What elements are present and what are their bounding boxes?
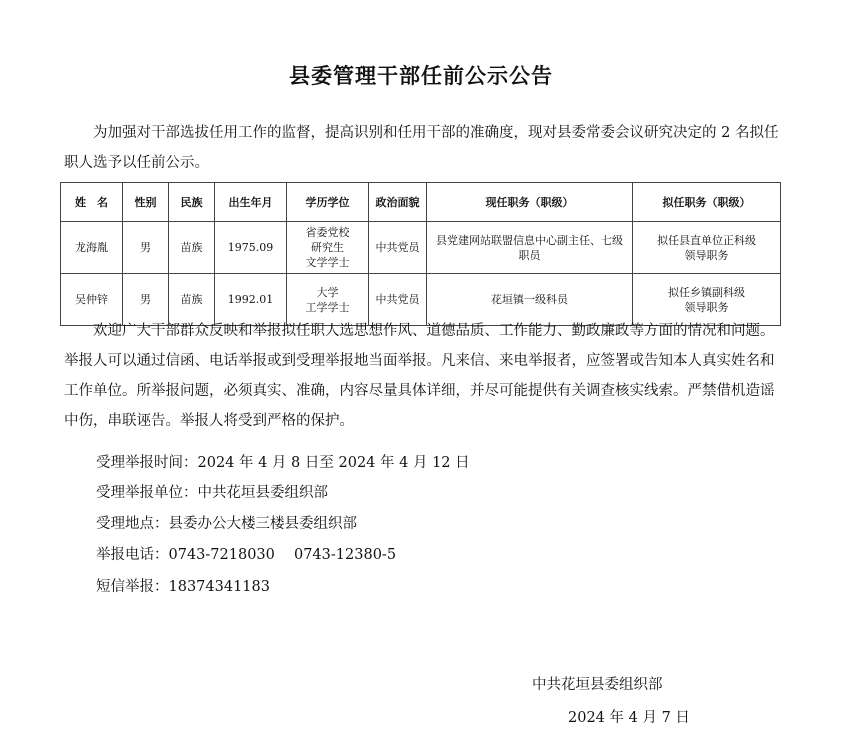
report-place-line: 受理地点：县委办公大楼三楼县委组织部 <box>96 516 357 532</box>
cell-name: 龙海胤 <box>61 222 123 274</box>
proposed-position-line: 拟任县直单位正科级 <box>657 233 756 247</box>
header-birth: 出生年月 <box>215 183 287 222</box>
header-party: 政治面貌 <box>369 183 427 222</box>
education-line: 大学 <box>316 285 339 299</box>
cell-name: 吴仲锌 <box>61 274 123 326</box>
education-line: 工学学士 <box>305 300 350 314</box>
cell-birth: 1975.09 <box>215 222 287 274</box>
cell-education <box>287 222 369 274</box>
issuer-signature: 中共花垣县委组织部 <box>532 677 663 693</box>
header-gender: 性别 <box>123 183 169 222</box>
header-current-position: 现任职务（职级） <box>427 183 633 222</box>
cell-party: 中共党员 <box>369 222 427 274</box>
cell-proposed-position <box>633 222 781 274</box>
proposed-position-line: 领导职务 <box>684 248 729 262</box>
report-time-line: 受理举报时间：2024 年 4 月 8 日至 2024 年 4 月 12 日 <box>96 455 470 471</box>
cell-gender: 男 <box>123 222 169 274</box>
reporting-notice-paragraph: 欢迎广大干部群众反映和举报拟任职人选思想作风、道德品质、工作能力、勤政廉政等方面的情况和问题。举报人可以通过信函、电话举报或到受理举报地当面举报。凡来信、来电举报者，应签署或告知本人真实姓名和工作单位。所举报问题，必须真实、准确，内容尽量具体详细，并尽可能提供有关调查核实线索。严禁借机造谣中伤，串联诬告。举报人将受到严格的保护。 <box>64 323 775 429</box>
cell-birth: 1992.01 <box>215 274 287 326</box>
header-name: 姓 名 <box>61 183 123 222</box>
cell-current-position <box>427 222 633 274</box>
cell-party: 中共党员 <box>369 274 427 326</box>
education-line: 研究生 <box>311 241 344 254</box>
proposed-position-line: 领导职务 <box>684 300 729 314</box>
table-row <box>61 222 781 274</box>
education-line: 省委党校 <box>305 226 350 239</box>
cell-ethnicity: 苗族 <box>169 222 215 274</box>
current-position-line: 职员 <box>518 248 541 262</box>
proposed-position-line: 拟任乡镇副科级 <box>668 285 745 299</box>
report-unit-line: 受理举报单位：中共花垣县委组织部 <box>96 485 328 501</box>
report-phone-line: 举报电话：0743-7218030 0743-12380-5 <box>96 547 397 563</box>
current-position-line: 县党建网站联盟信息中心副主任、七级 <box>436 233 623 247</box>
page-title: 县委管理干部任前公示公告 <box>289 64 553 88</box>
header-proposed-position: 拟任职务（职级） <box>633 183 781 222</box>
candidates-table <box>60 182 781 326</box>
header-ethnicity: 民族 <box>169 183 215 222</box>
table-header-row <box>61 183 781 222</box>
education-line: 文学学士 <box>305 256 350 269</box>
issue-date: 2024 年 4 月 7 日 <box>568 710 690 726</box>
intro-paragraph: 为加强对干部选拔任用工作的监督，提高识别和任用干部的准确度，现对县委常委会议研究决定的 2 名拟任职人选予以任前公示。 <box>64 125 779 171</box>
sms-report-line: 短信举报：18374341183 <box>96 579 270 595</box>
header-education: 学历学位 <box>287 183 369 222</box>
current-position-line: 花垣镇一级科员 <box>491 293 568 306</box>
cell-ethnicity: 苗族 <box>169 274 215 326</box>
cell-gender: 男 <box>123 274 169 326</box>
